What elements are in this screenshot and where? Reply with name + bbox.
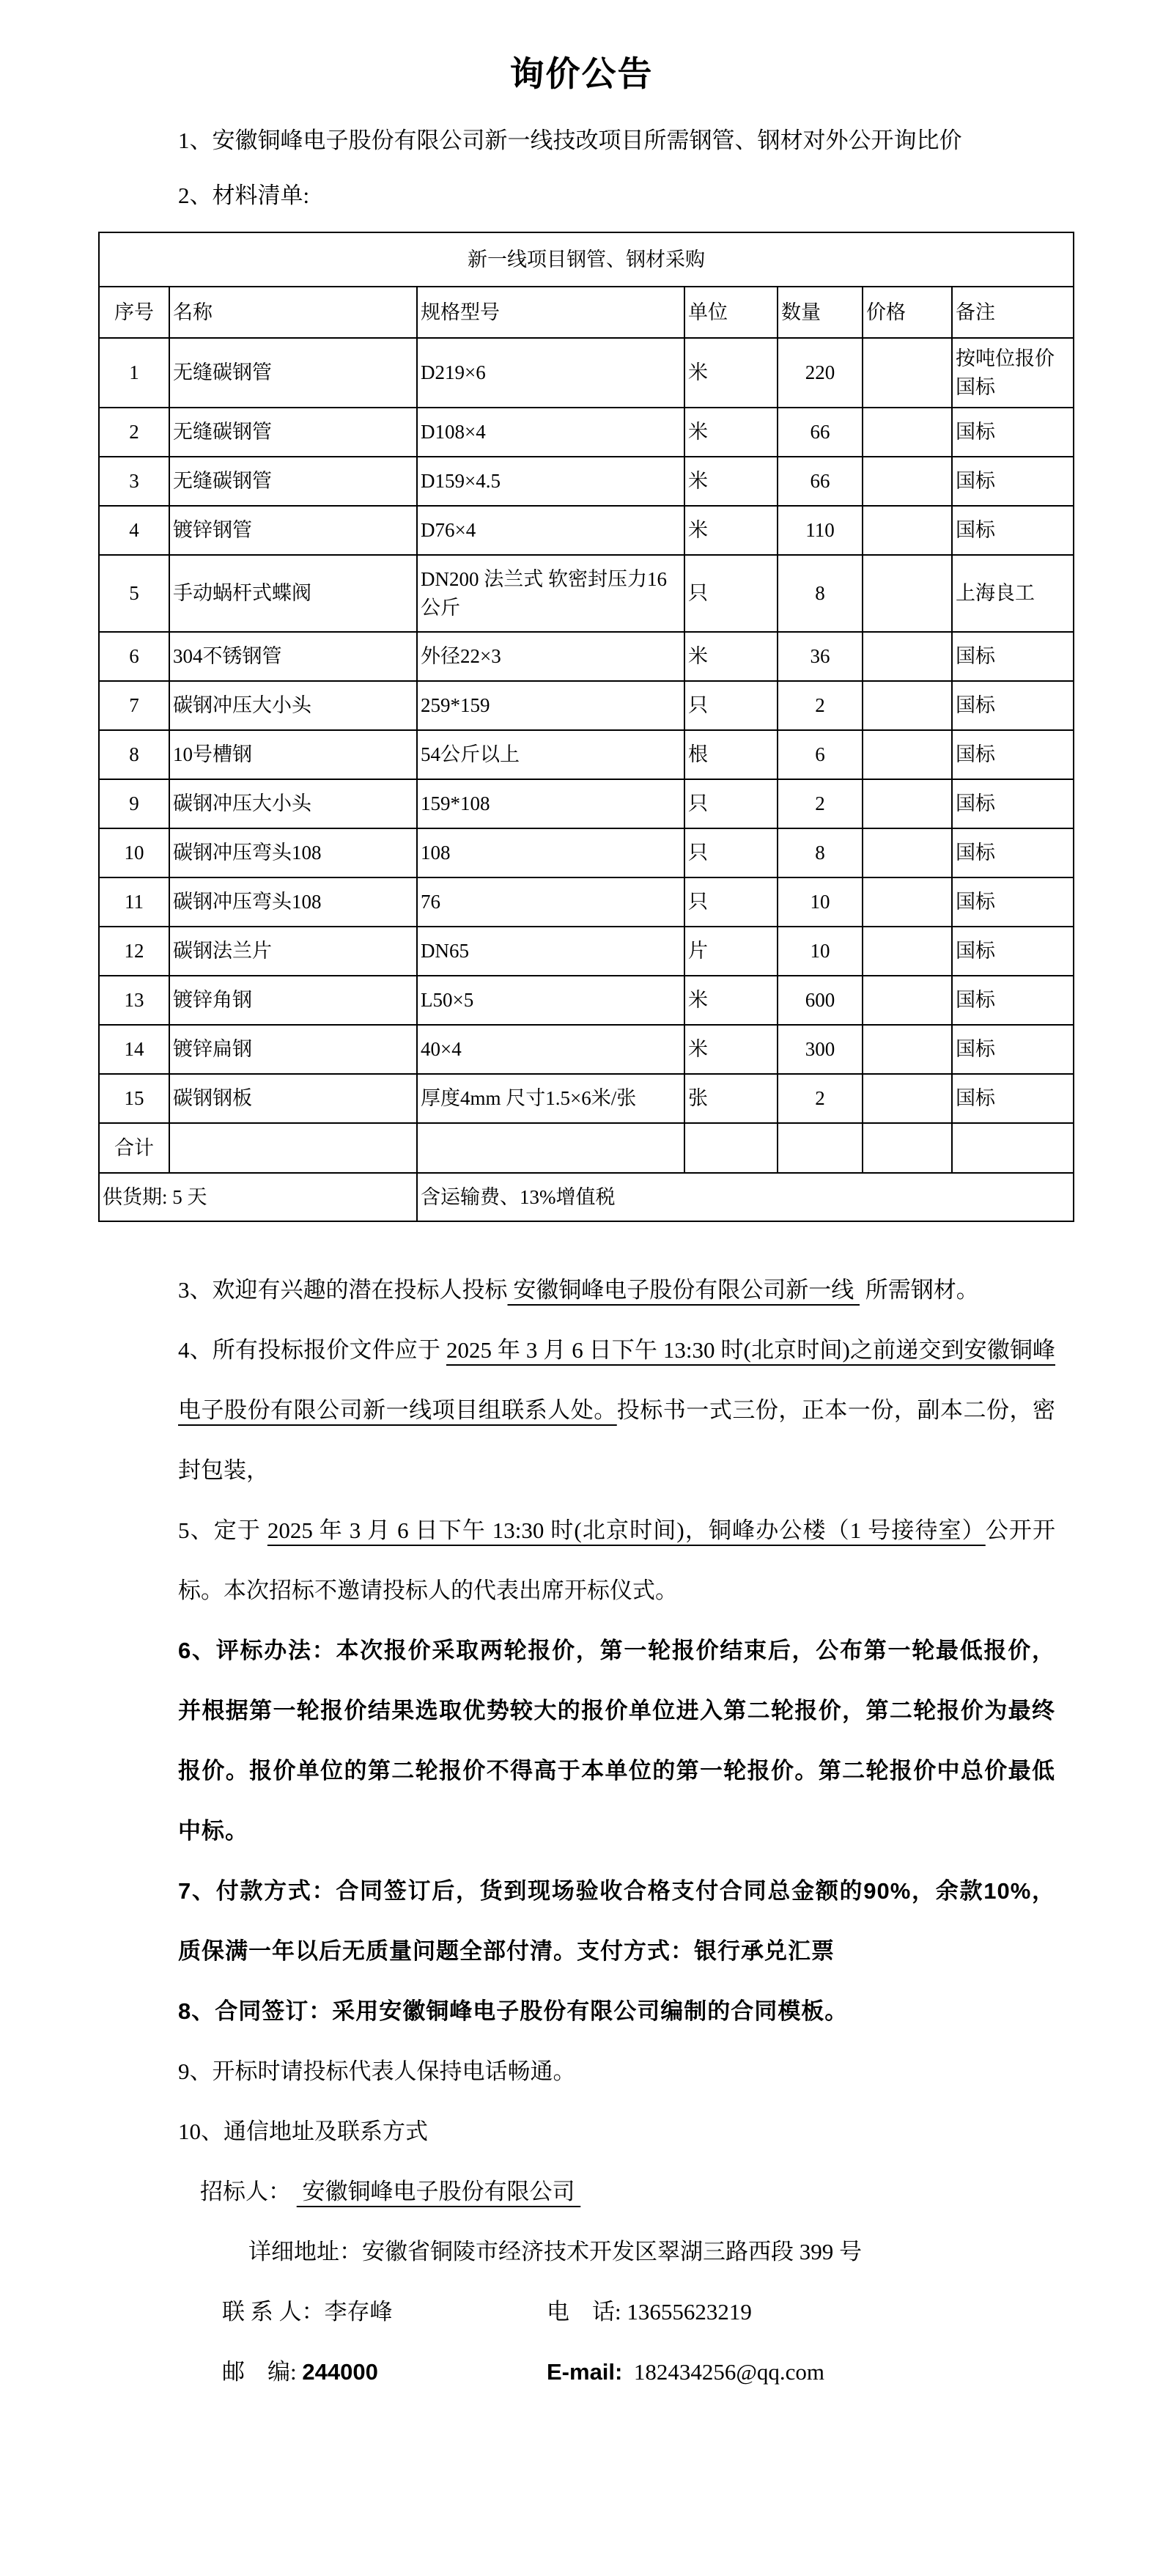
cell-empty	[863, 1123, 952, 1173]
cell-name: 碳钢冲压弯头108	[169, 877, 417, 927]
cell-unit: 米	[684, 506, 778, 555]
cell-note: 国标	[952, 408, 1074, 457]
cell-note: 国标	[952, 506, 1074, 555]
table-row	[99, 779, 1074, 828]
table-row	[99, 877, 1074, 927]
header-name: 名称	[169, 287, 417, 338]
zip-label: 邮 编:	[222, 2359, 303, 2385]
cell-name: 无缝碳钢管	[169, 408, 417, 457]
cell-no: 10	[99, 828, 169, 877]
cell-no: 5	[99, 555, 169, 632]
header-qty: 数量	[778, 287, 863, 338]
cell-price	[863, 779, 952, 828]
cell-empty	[417, 1123, 684, 1173]
p4-text-end: 投标书一式三份，正本一份，副本二份，密封包装，	[178, 1397, 1056, 1484]
total-label-cell: 合计	[99, 1123, 169, 1173]
cell-note: 国标	[952, 828, 1074, 877]
cell-qty: 2	[778, 779, 863, 828]
cell-no: 15	[99, 1074, 169, 1123]
page-title: 询价公告	[509, 56, 654, 94]
cell-spec: 259*159	[417, 681, 684, 730]
table-caption-row	[99, 232, 1074, 287]
p4-text: 4、所有投标报价文件应于	[178, 1337, 446, 1364]
table-row	[99, 927, 1074, 976]
cell-empty	[778, 1123, 863, 1173]
cell-unit: 米	[684, 338, 778, 408]
cell-qty: 10	[778, 877, 863, 927]
cell-unit: 片	[684, 927, 778, 976]
cell-qty: 6	[778, 730, 863, 779]
paragraph-7: 7、付款方式：合同签订后，货到现场验收合格支付合同总金额的90%，余款10%，质保满一年以后无质量问题全部付清。支付方式：银行承兑汇票	[178, 1878, 1055, 1965]
cell-spec: 76	[417, 877, 684, 927]
paragraph-4	[178, 1320, 1055, 1501]
cell-qty: 2	[778, 1074, 863, 1123]
cell-name: 碳钢法兰片	[169, 927, 417, 976]
cell-qty: 8	[778, 828, 863, 877]
intro-section	[178, 122, 1055, 210]
cell-note: 上海良工	[952, 555, 1074, 632]
cell-no: 4	[99, 506, 169, 555]
cell-spec: 159*108	[417, 779, 684, 828]
cell-qty: 110	[778, 506, 863, 555]
table-row	[99, 457, 1074, 506]
bidder-line	[200, 2162, 1055, 2222]
cell-price	[863, 555, 952, 632]
table-header-row	[99, 287, 1074, 338]
table-row	[99, 408, 1074, 457]
cell-no: 7	[99, 681, 169, 730]
cell-spec: D159×4.5	[417, 457, 684, 506]
total-row	[99, 1123, 1074, 1173]
cell-price	[863, 632, 952, 681]
cell-name: 镀锌钢管	[169, 506, 417, 555]
cell-note: 国标	[952, 976, 1074, 1025]
email-value: 182434256@qq.com	[622, 2359, 825, 2385]
cell-unit: 米	[684, 1025, 778, 1074]
cell-unit: 只	[684, 877, 778, 927]
cell-qty: 300	[778, 1025, 863, 1074]
cell-unit: 米	[684, 632, 778, 681]
cell-spec: D219×6	[417, 338, 684, 408]
header-unit: 单位	[684, 287, 778, 338]
p5-underlined-text: 2025 年 3 月 6 日下午 13:30 时(北京时间)，铜峰办公楼（1 号接待室）	[267, 1517, 986, 1544]
intro-paragraph-1: 1、安徽铜峰电子股份有限公司新一线技改项目所需钢管、钢材对外公开询比价	[178, 128, 962, 154]
cell-empty	[952, 1123, 1074, 1173]
cell-no: 14	[99, 1025, 169, 1074]
header-note: 备注	[952, 287, 1074, 338]
cell-qty: 66	[778, 457, 863, 506]
cell-name: 碳钢冲压大小头	[169, 779, 417, 828]
cell-price	[863, 927, 952, 976]
p5-text: 5、定于	[178, 1517, 267, 1544]
p5-text-end: 公开开标。本次招标不邀请投标人的代表出席开标仪式。	[178, 1517, 1056, 1604]
cell-note: 国标	[952, 730, 1074, 779]
cell-note: 按吨位报价 国标	[952, 338, 1074, 408]
cell-spec: DN200 法兰式 软密封压力16公斤	[417, 555, 684, 632]
cell-no: 2	[99, 408, 169, 457]
cell-name: 无缝碳钢管	[169, 338, 417, 408]
header-no: 序号	[99, 287, 169, 338]
cell-price	[863, 457, 952, 506]
bidder-label: 招标人：	[200, 2179, 297, 2205]
zip-value: 244000	[302, 2359, 378, 2385]
body-paragraphs	[178, 1260, 1055, 2162]
table-row	[99, 681, 1074, 730]
cell-unit: 只	[684, 779, 778, 828]
cell-price	[863, 408, 952, 457]
cell-unit: 米	[684, 976, 778, 1025]
cell-empty	[169, 1123, 417, 1173]
table-row	[99, 828, 1074, 877]
paragraph-8: 8、合同签订：采用安徽铜峰电子股份有限公司编制的合同模板。	[178, 1998, 849, 2025]
cell-qty: 10	[778, 927, 863, 976]
phone-label: 电 话:	[547, 2299, 627, 2325]
cell-unit: 只	[684, 681, 778, 730]
cell-spec: D76×4	[417, 506, 684, 555]
table-row	[99, 730, 1074, 779]
cell-no: 12	[99, 927, 169, 976]
paragraph-3	[178, 1260, 1055, 1320]
table-row	[99, 555, 1074, 632]
cell-price	[863, 1025, 952, 1074]
cell-unit: 米	[684, 457, 778, 506]
cell-qty: 600	[778, 976, 863, 1025]
table-row	[99, 1025, 1074, 1074]
person-label: 联 系 人：	[222, 2299, 325, 2325]
cell-no: 6	[99, 632, 169, 681]
cell-price	[863, 506, 952, 555]
materials-table-body	[99, 338, 1074, 1123]
cell-unit: 根	[684, 730, 778, 779]
address-line: 详细地址：安徽省铜陵市经济技术开发区翠湖三路西段 399 号	[248, 2239, 862, 2265]
cell-unit: 米	[684, 408, 778, 457]
cell-spec: D108×4	[417, 408, 684, 457]
cell-name: 碳钢钢板	[169, 1074, 417, 1123]
table-caption: 新一线项目钢管、钢材采购	[99, 232, 1074, 287]
materials-table	[98, 232, 1074, 1222]
paragraph-10: 10、通信地址及联系方式	[178, 2119, 428, 2145]
cell-spec: 外径22×3	[417, 632, 684, 681]
cell-no: 3	[99, 457, 169, 506]
cell-note: 国标	[952, 681, 1074, 730]
cell-name: 镀锌扁钢	[169, 1025, 417, 1074]
cell-qty: 36	[778, 632, 863, 681]
cell-no: 1	[99, 338, 169, 408]
person-phone-line	[222, 2282, 1055, 2342]
intro-paragraph-2: 2、材料清单:	[178, 183, 310, 209]
cell-spec: 54公斤以上	[417, 730, 684, 779]
cell-price	[863, 1074, 952, 1123]
table-footer-row	[99, 1173, 1074, 1221]
paragraph-5	[178, 1501, 1055, 1621]
cell-note: 国标	[952, 457, 1074, 506]
cell-price	[863, 338, 952, 408]
cell-name: 无缝碳钢管	[169, 457, 417, 506]
cell-qty: 220	[778, 338, 863, 408]
cell-no: 8	[99, 730, 169, 779]
cell-note: 国标	[952, 779, 1074, 828]
zip-pair	[222, 2342, 547, 2402]
phone-value: 13655623219	[627, 2299, 752, 2325]
cell-spec: 40×4	[417, 1025, 684, 1074]
p3-text: 3、欢迎有兴趣的潜在投标人投标	[178, 1277, 508, 1303]
cell-note: 国标	[952, 1025, 1074, 1074]
cell-name: 镀锌角钢	[169, 976, 417, 1025]
cell-price	[863, 877, 952, 927]
cell-name: 碳钢冲压大小头	[169, 681, 417, 730]
header-price: 价格	[863, 287, 952, 338]
cell-spec: 厚度4mm 尺寸1.5×6米/张	[417, 1074, 684, 1123]
paragraph-9: 9、开标时请投标代表人保持电话畅通。	[178, 2058, 576, 2085]
cell-name: 304不锈钢管	[169, 632, 417, 681]
cell-empty	[684, 1123, 778, 1173]
zip-email-line	[222, 2342, 1055, 2402]
cell-price	[863, 828, 952, 877]
cell-no: 9	[99, 779, 169, 828]
cell-unit: 只	[684, 828, 778, 877]
table-row	[99, 338, 1074, 408]
p4-underlined-text: 2025 年 3 月 6 日下午 13:30 时(北京时间)之前递交到安徽铜峰电子股份有限公司新一线项目组联系人处。	[178, 1337, 1055, 1424]
header-spec: 规格型号	[417, 287, 684, 338]
cell-qty: 2	[778, 681, 863, 730]
cell-qty: 66	[778, 408, 863, 457]
p3-text-end: 所需钢材。	[860, 1277, 979, 1303]
p3-underlined-text: 安徽铜峰电子股份有限公司新一线	[507, 1277, 860, 1303]
person-value: 李存峰	[324, 2299, 393, 2325]
cell-note: 国标	[952, 877, 1074, 927]
email-label: E-mail:	[547, 2359, 623, 2385]
person-pair	[222, 2282, 547, 2342]
cell-no: 13	[99, 976, 169, 1025]
cell-spec: DN65	[417, 927, 684, 976]
cell-note: 国标	[952, 927, 1074, 976]
bidder-company-name: 安徽铜峰电子股份有限公司	[296, 2179, 581, 2205]
cell-price	[863, 681, 952, 730]
cell-spec: L50×5	[417, 976, 684, 1025]
cell-no: 11	[99, 877, 169, 927]
cell-spec: 108	[417, 828, 684, 877]
paragraph-6: 6、评标办法：本次报价采取两轮报价，第一轮报价结束后，公布第一轮最低报价，并根据第一轮报价结果选取优势较大的报价单位进入第二轮报价，第二轮报价为最终报价。报价单位的第二轮报价不得高于本单位的第一轮报价。第二轮报价中总价最低中标。	[178, 1638, 1055, 1844]
cell-unit: 张	[684, 1074, 778, 1123]
table-row	[99, 976, 1074, 1025]
footer-note-cell: 含运输费、13%增值税	[417, 1173, 1074, 1221]
cell-note: 国标	[952, 632, 1074, 681]
table-row	[99, 1074, 1074, 1123]
cell-unit: 只	[684, 555, 778, 632]
cell-price	[863, 976, 952, 1025]
table-row	[99, 632, 1074, 681]
cell-price	[863, 730, 952, 779]
table-row	[99, 506, 1074, 555]
cell-name: 手动蜗杆式蝶阀	[169, 555, 417, 632]
supply-period-cell: 供货期: 5 天	[99, 1173, 417, 1221]
contact-section	[178, 2162, 1055, 2402]
cell-name: 碳钢冲压弯头108	[169, 828, 417, 877]
cell-qty: 8	[778, 555, 863, 632]
cell-name: 10号槽钢	[169, 730, 417, 779]
cell-note: 国标	[952, 1074, 1074, 1123]
